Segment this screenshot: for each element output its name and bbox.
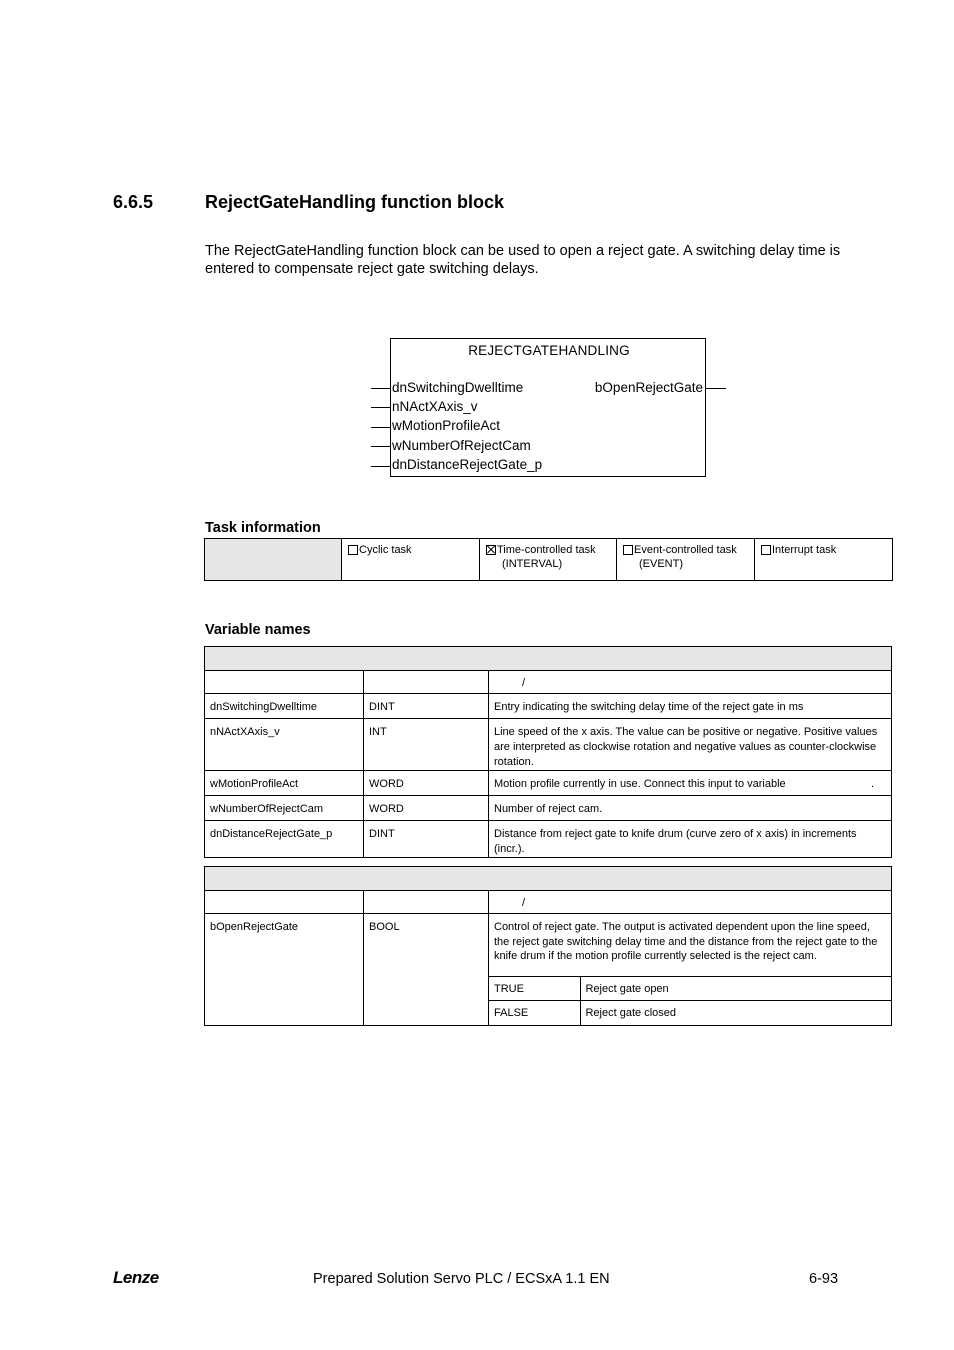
variable-description: Motion profile currently in use. Connect this input to variable . xyxy=(489,771,892,796)
task-option-time-controlled: Time-controlled task (INTERVAL) xyxy=(480,539,617,581)
fb-input-pin xyxy=(371,466,390,467)
value-table xyxy=(489,976,891,1025)
task-info-table xyxy=(204,538,893,581)
lenze-logo: Lenze xyxy=(113,1268,159,1287)
fb-output-label: bOpenRejectGate xyxy=(594,380,703,395)
task-info-heading: Task information xyxy=(205,520,321,536)
variable-description: Distance from reject gate to knife drum (curve zero of x axis) in increments (incr.). xyxy=(489,821,892,858)
output-table-caption xyxy=(205,867,892,891)
fb-input-pin xyxy=(371,388,390,389)
task-info-label-cell xyxy=(205,539,342,581)
variable-name: bOpenRejectGate xyxy=(205,914,364,1026)
section-number: 6.6.5 xyxy=(113,192,154,212)
task-option-event-controlled: Event-controlled task (EVENT) xyxy=(617,539,755,581)
variable-description: Entry indicating the switching delay time of the reject gate in ms xyxy=(489,694,892,719)
fb-input-label: dnDistanceRejectGate_p xyxy=(392,457,543,472)
value-row xyxy=(489,1001,891,1025)
variable-name: wNumberOfRejectCam xyxy=(205,796,364,821)
checked-checkbox-icon xyxy=(486,545,496,555)
value-meaning: Reject gate closed xyxy=(580,1001,891,1025)
function-block-name: REJECTGATEHANDLING xyxy=(468,343,630,358)
intro-paragraph: The RejectGateHandling function block can be used to open a reject gate. A switching delay time is entered to compensate reject gate switching delays. xyxy=(205,243,841,277)
variable-type: DINT xyxy=(364,821,489,858)
value-row xyxy=(489,977,891,1001)
variable-type: DINT xyxy=(364,694,489,719)
footer-document-title: Prepared Solution Servo PLC / ECSxA 1.1 EN xyxy=(313,1271,610,1287)
variable-name: dnDistanceRejectGate_p xyxy=(205,821,364,858)
task-option-interrupt: Interrupt task xyxy=(755,539,893,581)
fb-input-pin xyxy=(371,407,390,408)
function-block-diagram xyxy=(390,338,706,477)
value-code: TRUE xyxy=(489,977,580,1001)
fb-output-pin xyxy=(706,388,726,389)
unchecked-checkbox-icon xyxy=(348,545,358,555)
fb-input-label: nNActXAxis_v xyxy=(392,399,478,414)
variable-description: Number of reject cam. xyxy=(489,796,892,821)
task-option-cyclic: Cyclic task xyxy=(342,539,480,581)
variable-name: nNActXAxis_v xyxy=(205,719,364,771)
variable-name: wMotionProfileAct xyxy=(205,771,364,796)
variable-type: BOOL xyxy=(364,914,489,1026)
variable-description-cell xyxy=(489,914,892,1026)
section-title: RejectGateHandling function block xyxy=(205,192,505,212)
variable-name: dnSwitchingDwelltime xyxy=(205,694,364,719)
footer-page-number: 6-93 xyxy=(809,1271,839,1287)
value-meaning: Reject gate open xyxy=(580,977,891,1001)
unchecked-checkbox-icon xyxy=(623,545,633,555)
variable-description: Control of reject gate. The output is activated dependent upon the line speed, the reject gate switching delay time and the distance from the reject gate to the knife drum if the motion profile currently selected is the reject cam. xyxy=(494,921,878,962)
variable-type: WORD xyxy=(364,771,489,796)
fb-input-pin xyxy=(371,427,390,428)
input-table-caption xyxy=(205,647,892,671)
fb-input-label: wMotionProfileAct xyxy=(392,418,501,433)
fb-input-label: dnSwitchingDwelltime xyxy=(392,380,524,395)
variable-type: INT xyxy=(364,719,489,771)
fb-input-pin xyxy=(371,446,390,447)
unchecked-checkbox-icon xyxy=(761,545,771,555)
fb-input-label: wNumberOfRejectCam xyxy=(392,438,531,453)
output-variables-table: / bOpenRejectGate BOOL Control of reject gate. The output is activated dependent upon the line speed, the reject gate switching delay time and the distance from the reject gate to the knife drum if the motion profile currently selected is the reject cam. TRUE Reject gate open FALSE Reject gate closed xyxy=(204,866,892,1026)
variable-type: WORD xyxy=(364,796,489,821)
variable-description: Line speed of the x axis. The value can be positive or negative. Positive values are interpreted as clockwise rotation and negative values as counter-clockwise rotation. xyxy=(489,719,892,771)
value-code: FALSE xyxy=(489,1001,580,1025)
variable-names-heading: Variable names xyxy=(205,622,311,638)
input-variables-table: / dnSwitchingDwelltime DINT Entry indicating the switching delay time of the reject gate in ms nNActXAxis_v INT Line speed of the x axis. The value can be positive or negative. Positive values are interpreted as clockwise rotation and negative values as counter-clockwise rotation. wMotionProfileAct WORD Motion profile currently in use. Connect this input to variable . wNumberOfRejectCam WORD Number of reject cam. dnDistanceRejectGate_p DINT Distance from reject gate to knife drum (curve zero of x axis) in increments (incr.). xyxy=(204,646,892,858)
